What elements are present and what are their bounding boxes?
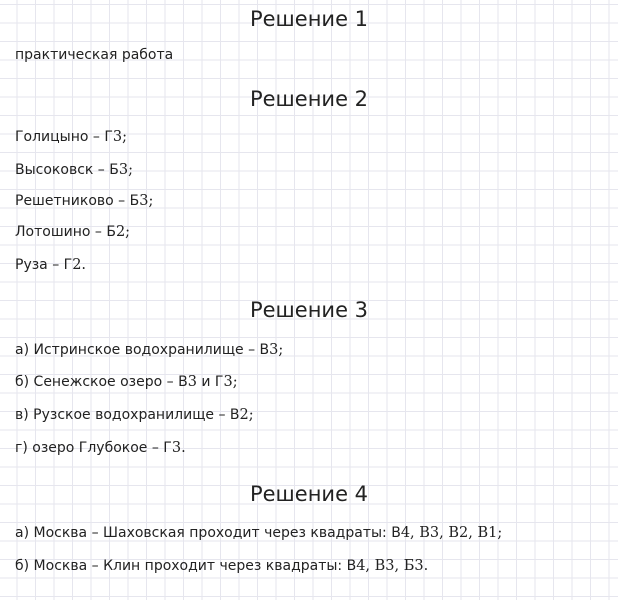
- solution-2-heading: Решение 2: [249, 87, 369, 111]
- line-math: 2;: [115, 224, 131, 240]
- line-math: 4, В3, Б3.: [356, 558, 429, 574]
- line-math: 3;: [139, 193, 154, 209]
- line-math: 3;: [269, 342, 284, 358]
- line-text: б) Москва – Клин проходит через квадраты: В: [15, 558, 357, 574]
- solution-2-line-5: [15, 256, 86, 274]
- solution-3-line-2: [15, 373, 238, 391]
- solution-1-heading: Решение 1: [249, 7, 369, 31]
- line-text: а) Москва – Шаховская проходит через квадраты: В: [15, 525, 401, 541]
- line-text: Голицыно – Г: [15, 129, 113, 145]
- line-math: 4, В3, В2, В1;: [400, 525, 503, 541]
- solution-4-line-2: [15, 557, 428, 575]
- line-text: практическая работа: [15, 47, 174, 63]
- line-math: 2.: [72, 257, 87, 273]
- line-text: в) Рузское водохранилище – В: [15, 407, 240, 423]
- line-text: б) Сенежское озеро – В: [15, 374, 188, 390]
- solution-2-line-2: [15, 161, 133, 179]
- solution-3-line-1: [15, 341, 283, 359]
- line-text: а) Истринское водохранилище – В: [15, 342, 270, 358]
- solution-4-heading: Решение 4: [249, 482, 369, 506]
- line-math: 2;: [239, 407, 254, 423]
- solution-3-line-4: [15, 439, 186, 457]
- line-math: 3;: [112, 129, 128, 145]
- solution-1-line-1: [15, 46, 173, 64]
- line-math-2: 3;: [223, 374, 238, 390]
- line-text: Руза – Г: [15, 257, 73, 273]
- line-text: г) озеро Глубокое – Г: [15, 440, 172, 456]
- solution-3-heading: Решение 3: [249, 298, 369, 322]
- solution-3-line-3: [15, 406, 254, 424]
- line-math: 3: [187, 374, 197, 390]
- line-text: Высоковск – Б: [15, 162, 119, 178]
- solution-4-line-1: [15, 524, 502, 542]
- line-text-2: и Г: [196, 374, 224, 390]
- solution-2-line-4: [15, 223, 130, 241]
- line-math: 3;: [118, 162, 133, 178]
- solution-2-line-3: [15, 192, 153, 210]
- solution-2-line-1: [15, 128, 127, 146]
- line-text: Решетниково – Б: [15, 193, 140, 209]
- line-math: 3.: [171, 440, 186, 456]
- line-text: Лотошино – Б: [15, 224, 116, 240]
